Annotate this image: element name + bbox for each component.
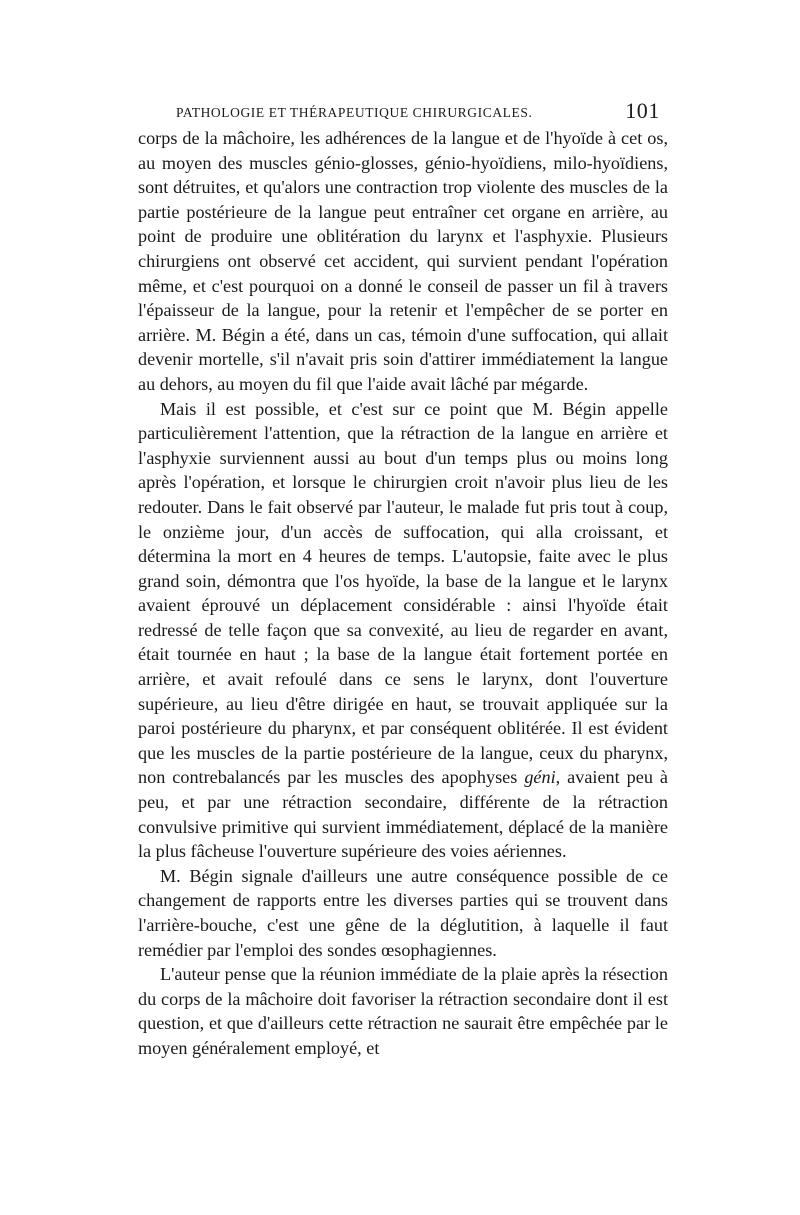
body-text xyxy=(138,126,668,1061)
running-title: PATHOLOGIE ET THÉRAPEUTIQUE CHIRURGICALES. xyxy=(176,105,533,120)
paragraph-1: corps de la mâchoire, les adhérences de la langue et de l'hyoïde à cet os, au moyen des muscles génio-glosses, génio-hyoïdiens, milo-hyoïdiens, sont détruites, et qu'alors une contraction trop violente des muscles de la partie postérieure de la langue peut entraîner cet organe en arrière, au point de produire une oblitération du larynx et l'asphyxie. Plusieurs chirurgiens ont observé cet accident, qui survient pendant l'opération même, et c'est pourquoi on a donné le conseil de passer un fil à travers l'épaisseur de la langue, pour la retenir et l'empêcher de se porter en arrière. M. Bégin a été, dans un cas, témoin d'une suffocation, qui allait devenir mortelle, s'il n'avait pris soin d'attirer immédiatement la langue au dehors, au moyen du fil que l'aide avait lâché par mégarde. xyxy=(138,128,668,394)
page-header xyxy=(138,96,668,126)
paragraph-2 xyxy=(138,397,668,864)
paragraph-2-italic: géni xyxy=(524,767,556,788)
paragraph-2-text-a: Mais il est possible, et c'est sur ce point que M. Bégin appelle particulièrement l'attention, que la rétraction de la langue en arrière et l'asphyxie surviennent aussi au bout d'un temps plus ou moins long après l'opération, et lorsque le chirurgien croit n'avoir plus lieu de les redouter. Dans le fait observé par l'auteur, le malade fut pris tout à coup, le onzième jour, d'un accès de suffocation, qui alla croissant, et détermina la mort en 4 heures de temps. L'autopsie, faite avec le plus grand soin, démontra que l'os hyoïde, la base de la langue et le larynx avaient éprouvé un déplacement considérable : ainsi l'hyoïde était redressé de telle façon que sa convexité, au lieu de regarder en avant, était tournée en haut ; la base de la langue était fortement portée en arrière, et avait refoulé dans ce sens le larynx, dont l'ouverture supérieure, au lieu d'être dirigée en haut, se trouvait appliquée sur la paroi postérieure du pharynx, et par conséquent oblitérée. Il est évident que les muscles de la partie postérieure de la langue, ceux du pharynx, non contrebalancés par les muscles des apophyses xyxy=(138,398,668,788)
paragraph-2-text-b: , avaient peu à peu, et par une rétraction secondaire, différente de la rétraction convulsive primitive qui survient immédiatement, déplacé de la manière la plus fâcheuse l'ouverture supérieure des voies aériennes. xyxy=(138,767,669,862)
page-number: 101 xyxy=(625,98,660,123)
book-page xyxy=(138,96,668,1061)
paragraph-3: M. Bégin signale d'ailleurs une autre conséquence possible de ce changement de rapports entre les diverses parties qui se trouvent dans l'arrière-bouche, c'est une gêne de la déglutition, à laquelle il faut remédier par l'emploi des sondes œsophagiennes. xyxy=(138,865,668,960)
paragraph-4: L'auteur pense que la réunion immédiate de la plaie après la résection du corps de la mâchoire doit favoriser la rétraction secondaire dont il est question, et que d'ailleurs cette rétraction ne saurait être empêchée par le moyen généralement employé, et xyxy=(138,964,668,1058)
